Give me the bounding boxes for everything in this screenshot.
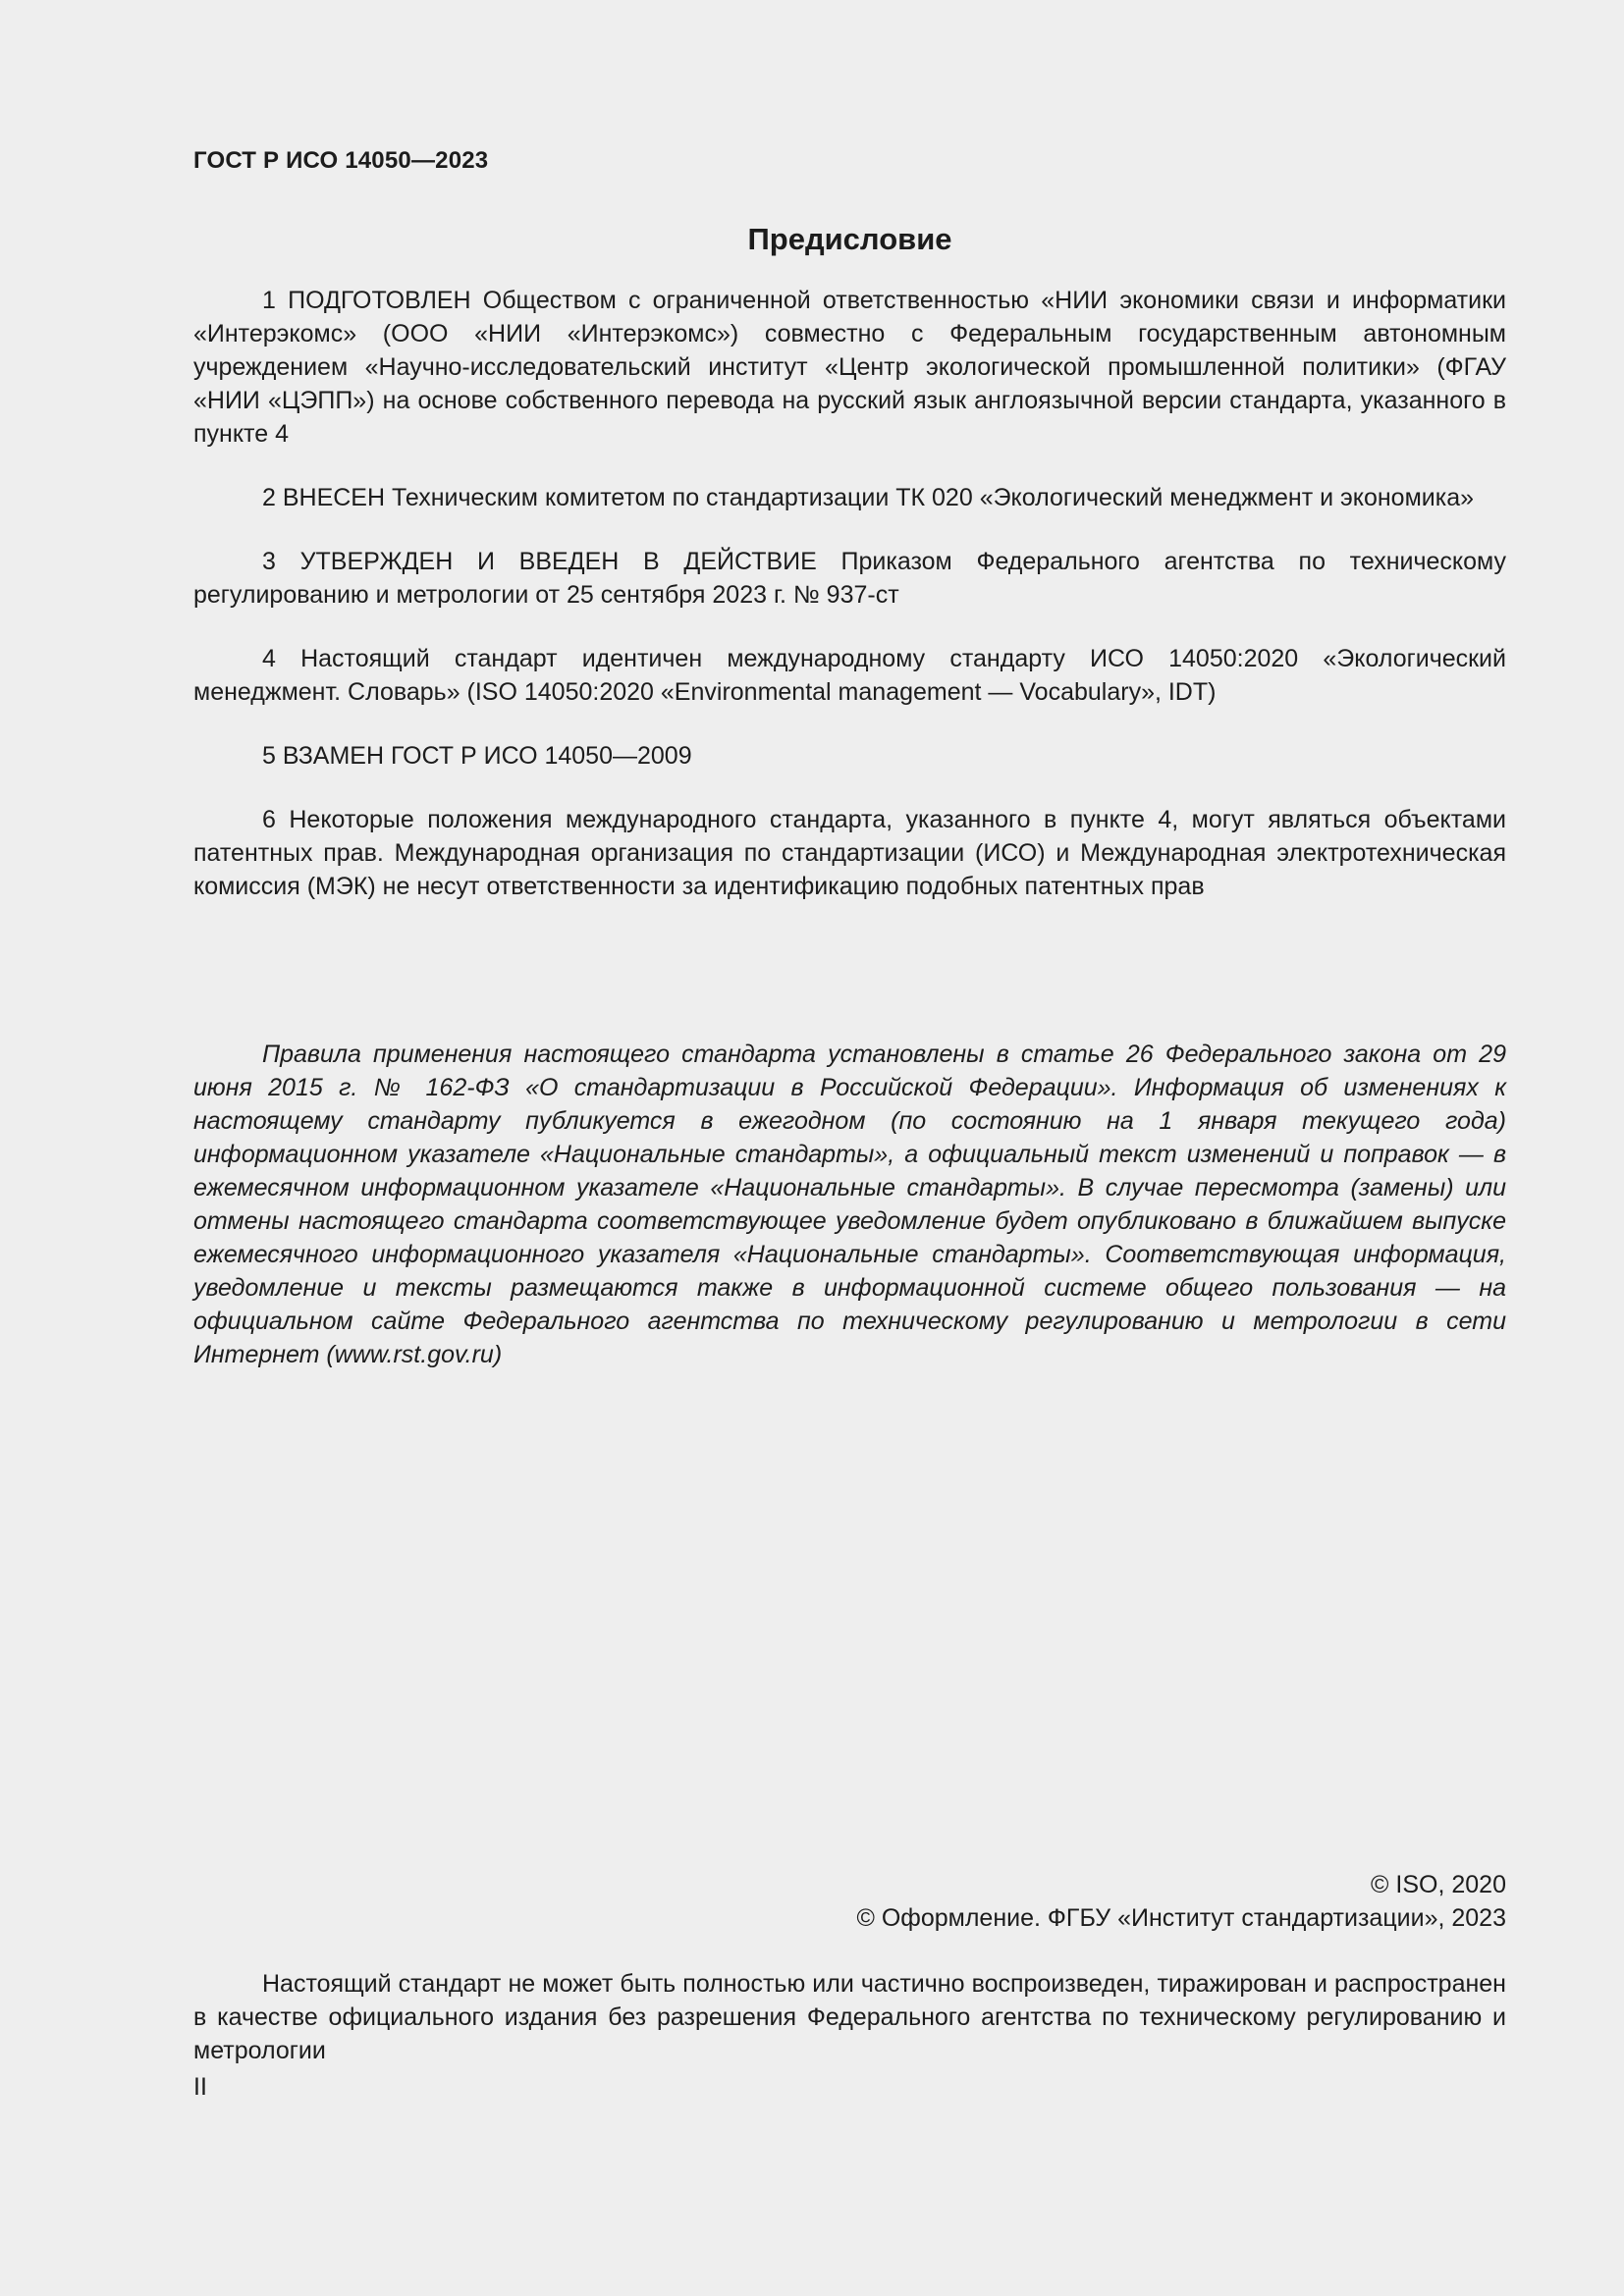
document-code: ГОСТ Р ИСО 14050—2023	[193, 147, 489, 174]
reproduction-notice: Настоящий стандарт не может быть полностью или частично воспроизведен, тиражирован и распространен в качестве официального издания без разрешения Федерального агентства по техническому регулированию и метрологии	[193, 1970, 1506, 2064]
rules-note-block	[193, 1038, 1506, 1371]
foreword-list	[193, 284, 1506, 934]
foreword-item: 1 ПОДГОТОВЛЕН Обществом с ограниченной ответственностью «НИИ экономики связи и информатики «Интерэкомс» (ООО «НИИ «Интерэкомс») совместно с Федеральным государственным автономным учреждением «Научно-исследовательский институт «Центр экологической промышленной политики» (ФГАУ «НИИ «ЦЭПП») на основе собственного перевода на русский язык англоязычной версии стандарта, указанного в пункте 4	[193, 287, 1506, 448]
copyright-iso: © ISO, 2020	[1371, 1871, 1506, 1898]
rules-note: Правила применения настоящего стандарта установлены в статье 26 Федерального закона от 29 июня 2015 г. № 162-ФЗ «О стандартизации в Российской Федерации». Информация об изменениях к настоящему стандарту публикуется в ежегодном (по состоянию на 1 января текущего года) информационном указателе «Национальные стандарты», а официальный текст изменений и поправок — в ежемесячном информационном указателе «Национальные стандарты». В случае пересмотра (замены) или отмены настоящего стандарта соответствующее уведомление будет опубликовано в ближайшем выпуске ежемесячного информационного указателя «Национальные стандарты». Соответствующая информация, уведомление и тексты размещаются также в информационной системе общего пользования — на официальном сайте Федерального агентства по техническому регулированию и метрологии в сети Интернет (www.rst.gov.ru)	[193, 1041, 1506, 1368]
foreword-item: 6 Некоторые положения международного стандарта, указанного в пункте 4, могут являться объектами патентных прав. Международная организация по стандартизации (ИСО) и Международная электротехническая комиссия (МЭК) не несут ответственности за идентификацию подобных патентных прав	[193, 806, 1506, 900]
reproduction-notice-block	[193, 1967, 1506, 2067]
copyright-block	[193, 1868, 1506, 1935]
foreword-item: 2 ВНЕСЕН Техническим комитетом по стандартизации ТК 020 «Экологический менеджмент и экономика»	[262, 484, 1475, 511]
foreword-item: 4 Настоящий стандарт идентичен международному стандарту ИСО 14050:2020 «Экологический менеджмент. Словарь» (ISO 14050:2020 «Environmental management — Vocabulary», IDT)	[193, 645, 1506, 706]
page-number: II	[193, 2073, 207, 2101]
foreword-item: 3 УТВЕРЖДЕН И ВВЕДЕН В ДЕЙСТВИЕ Приказом Федерального агентства по техническому регулированию и метрологии от 25 сентября 2023 г. № 937-ст	[193, 548, 1506, 609]
copyright-design: © Оформление. ФГБУ «Институт стандартизации», 2023	[856, 1904, 1506, 1932]
page-title: Предисловие	[747, 222, 952, 256]
foreword-item: 5 ВЗАМЕН ГОСТ Р ИСО 14050—2009	[262, 742, 692, 770]
